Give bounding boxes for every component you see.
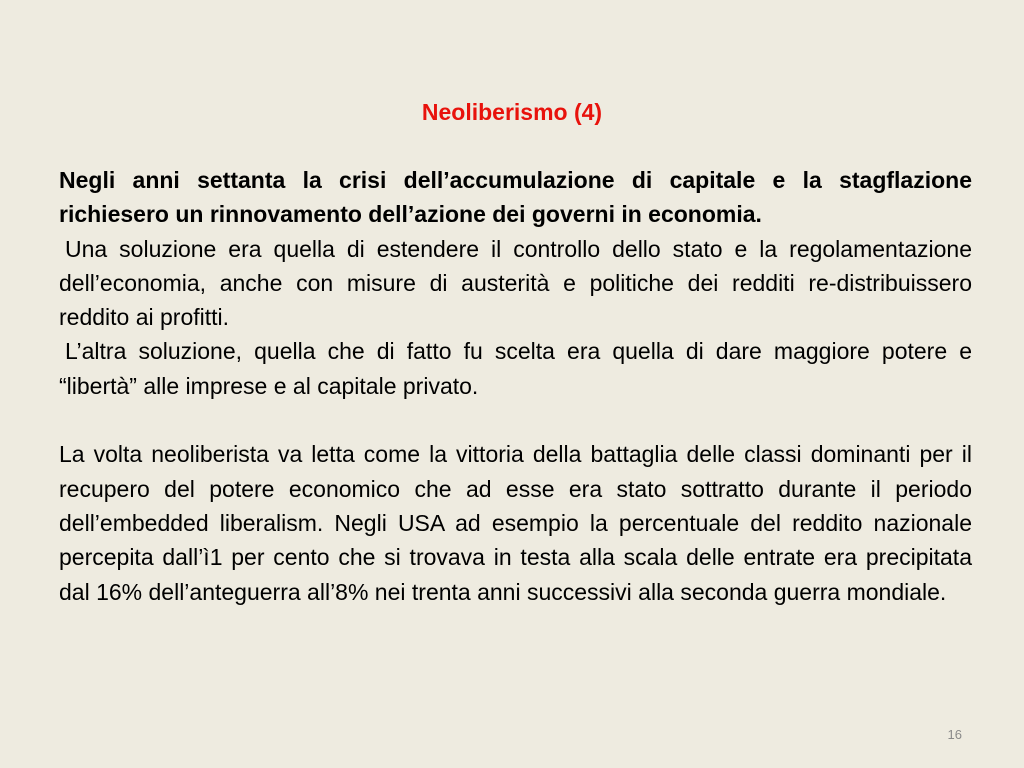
slide-body — [59, 163, 972, 609]
slide-number: 16 — [947, 727, 962, 742]
slide-title: Neoliberismo (4) — [421, 99, 603, 125]
paragraph-neoliberal-turn: La volta neoliberista va letta come la vittoria della battaglia delle classi dominanti per il recupero del potere economico che ad esse era stato sottratto durante il periodo dell’embedded liberalism. Negli USA ad esempio la percentuale del reddito nazionale percepita dall’ì1 per cento che si trovava in testa alla scala delle entrate era precipitata dal 16% dell’anteguerra all’8% nei trenta anni successivi alla seconda guerra mondiale. — [59, 441, 972, 605]
paragraph-spacer — [59, 403, 972, 437]
paragraph-second-solution: L’altra soluzione, quella che di fatto fu scelta era quella di dare maggiore potere e “libertà” alle imprese e al capitale privato. — [59, 338, 972, 399]
paragraph-crisis: Negli anni settanta la crisi dell’accumulazione di capitale e la stagflazione richiesero un rinnovamento dell’azione dei governi in economia. — [59, 167, 972, 228]
paragraph-first-solution: Una soluzione era quella di estendere il controllo dello stato e la regolamentazione dell’economia, anche con misure di austerità e politiche dei redditi re-distribuissero reddito ai profitti. — [59, 235, 972, 331]
